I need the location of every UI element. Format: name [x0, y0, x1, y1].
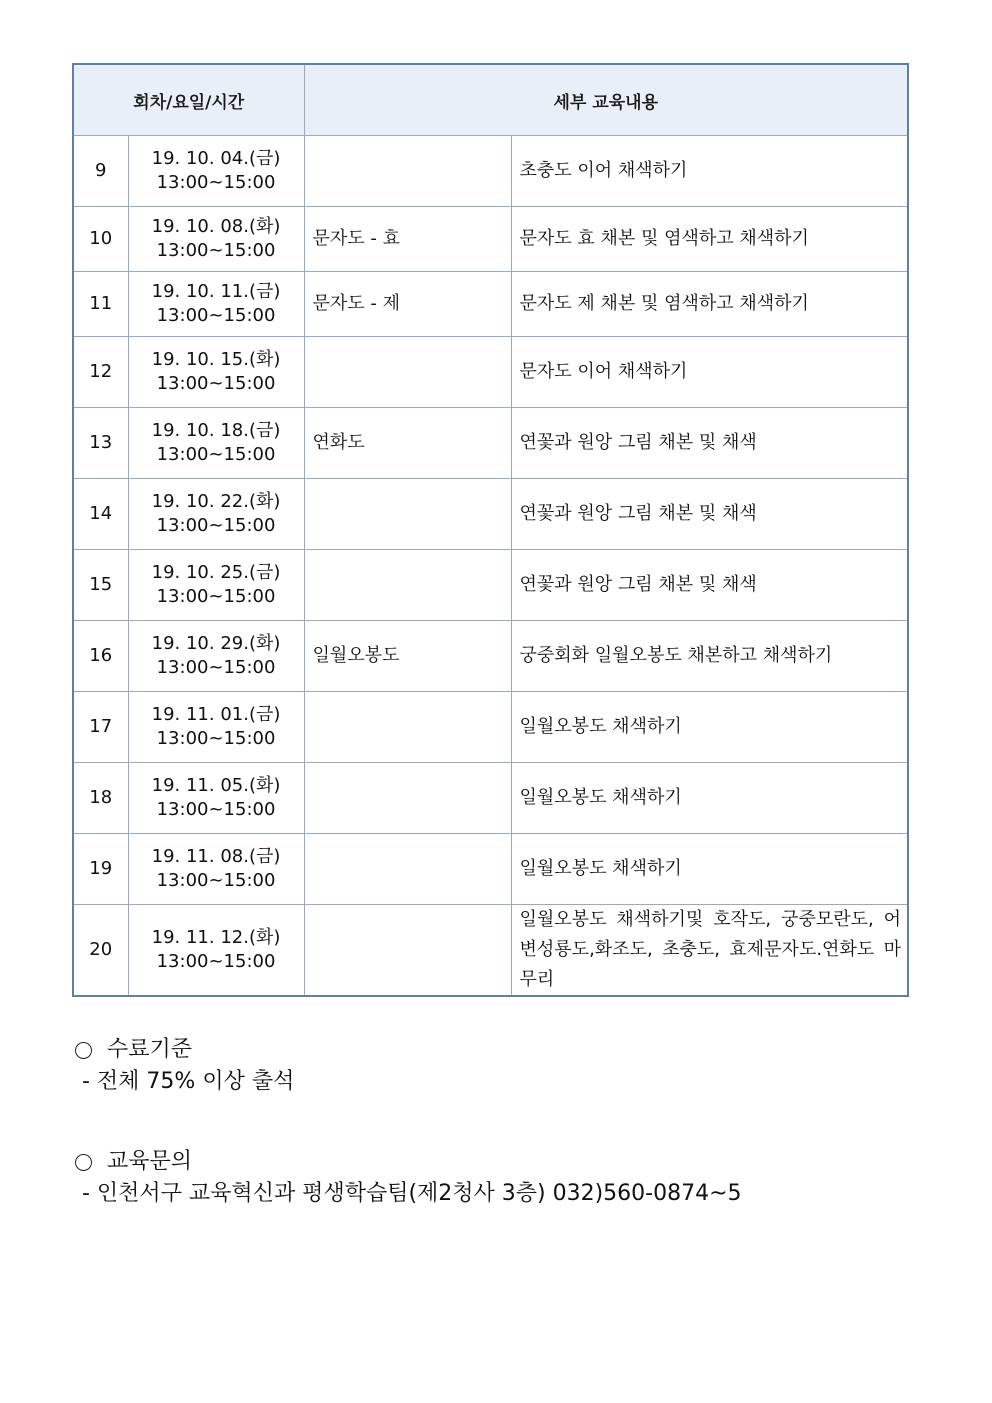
table-row — [73, 621, 908, 692]
session-number: 18 — [73, 763, 128, 834]
session-detail: 연꽃과 원앙 그림 채본 및 채색 — [511, 550, 908, 621]
session-number: 14 — [73, 479, 128, 550]
schedule-table — [72, 63, 909, 997]
session-datetime — [128, 692, 304, 763]
session-number: 16 — [73, 621, 128, 692]
session-datetime — [128, 905, 304, 997]
session-time: 13:00~15:00 — [156, 799, 276, 820]
session-date: 19. 10. 11.(금) — [151, 281, 281, 302]
session-date: 19. 10. 29.(화) — [151, 633, 281, 654]
header-course-detail: 세부 교육내용 — [304, 64, 908, 136]
session-topic — [304, 136, 511, 207]
table-row — [73, 763, 908, 834]
session-datetime — [128, 621, 304, 692]
session-topic — [304, 479, 511, 550]
session-time: 13:00~15:00 — [156, 373, 276, 394]
session-detail: 연꽃과 원앙 그림 채본 및 채색 — [511, 408, 908, 479]
session-detail: 궁중회화 일월오봉도 채본하고 채색하기 — [511, 621, 908, 692]
session-date: 19. 11. 01.(금) — [151, 704, 281, 725]
session-number: 11 — [73, 272, 128, 337]
table-header-row — [73, 64, 908, 136]
session-time: 13:00~15:00 — [156, 951, 276, 972]
circle-bullet-icon — [75, 1154, 92, 1171]
table-row — [73, 408, 908, 479]
session-time: 13:00~15:00 — [156, 305, 276, 326]
header-session-date-time: 회차/요일/시간 — [73, 64, 304, 136]
session-datetime — [128, 479, 304, 550]
session-time: 13:00~15:00 — [156, 586, 276, 607]
completion-heading-line — [72, 1034, 742, 1066]
table-row — [73, 207, 908, 272]
table-row — [73, 834, 908, 905]
session-datetime — [128, 834, 304, 905]
session-time: 13:00~15:00 — [156, 240, 276, 261]
session-date: 19. 10. 25.(금) — [151, 562, 281, 583]
table-row — [73, 272, 908, 337]
session-date: 19. 10. 22.(화) — [151, 491, 281, 512]
course-inquiry — [72, 1146, 742, 1210]
session-number: 20 — [73, 905, 128, 997]
session-time: 13:00~15:00 — [156, 444, 276, 465]
session-date: 19. 10. 18.(금) — [151, 420, 281, 441]
session-number: 12 — [73, 337, 128, 408]
session-topic — [304, 550, 511, 621]
session-number: 13 — [73, 408, 128, 479]
table-row — [73, 337, 908, 408]
session-date: 19. 10. 04.(금) — [151, 148, 281, 169]
session-number: 10 — [73, 207, 128, 272]
table-row — [73, 905, 908, 997]
session-topic: 일월오봉도 — [304, 621, 511, 692]
session-datetime — [128, 207, 304, 272]
session-number: 15 — [73, 550, 128, 621]
notes-section — [72, 1034, 742, 1258]
session-detail: 문자도 제 채본 및 염색하고 채색하기 — [511, 272, 908, 337]
inquiry-heading: 교육문의 — [107, 1149, 193, 1174]
table-row — [73, 692, 908, 763]
session-time: 13:00~15:00 — [156, 657, 276, 678]
session-datetime — [128, 408, 304, 479]
session-topic: 연화도 — [304, 408, 511, 479]
session-time: 13:00~15:00 — [156, 870, 276, 891]
session-datetime — [128, 550, 304, 621]
session-datetime — [128, 136, 304, 207]
session-number: 9 — [73, 136, 128, 207]
table-row — [73, 550, 908, 621]
inquiry-item: - 인천서구 교육혁신과 평생학습팀(제2청사 3층) 032)560-0874~5 — [82, 1181, 742, 1206]
completion-criteria — [72, 1034, 742, 1098]
table-row — [73, 479, 908, 550]
session-detail: 일월오봉도 채색하기 — [511, 692, 908, 763]
session-topic — [304, 763, 511, 834]
session-detail: 일월오봉도 채색하기및 호작도, 궁중모란도, 어변성룡도,화조도, 초충도, 효제문자도.연화도 마무리 — [511, 905, 908, 997]
session-detail: 일월오봉도 채색하기 — [511, 834, 908, 905]
session-time: 13:00~15:00 — [156, 172, 276, 193]
session-datetime — [128, 272, 304, 337]
session-detail: 연꽃과 원앙 그림 채본 및 채색 — [511, 479, 908, 550]
session-time: 13:00~15:00 — [156, 728, 276, 749]
session-topic — [304, 834, 511, 905]
session-datetime — [128, 763, 304, 834]
session-topic — [304, 337, 511, 408]
session-date: 19. 11. 05.(화) — [151, 775, 281, 796]
session-date: 19. 10. 08.(화) — [151, 216, 281, 237]
completion-item: - 전체 75% 이상 출석 — [82, 1069, 295, 1094]
session-topic: 문자도 - 효 — [304, 207, 511, 272]
session-time: 13:00~15:00 — [156, 515, 276, 536]
completion-heading: 수료기준 — [107, 1037, 193, 1062]
session-detail: 일월오봉도 채색하기 — [511, 763, 908, 834]
session-detail: 문자도 효 채본 및 염색하고 채색하기 — [511, 207, 908, 272]
inquiry-heading-line — [72, 1146, 742, 1178]
session-date: 19. 10. 15.(화) — [151, 349, 281, 370]
session-topic: 문자도 - 제 — [304, 272, 511, 337]
session-topic — [304, 905, 511, 997]
table-row — [73, 136, 908, 207]
session-number: 19 — [73, 834, 128, 905]
session-date: 19. 11. 12.(화) — [151, 927, 281, 948]
session-datetime — [128, 337, 304, 408]
session-topic — [304, 692, 511, 763]
circle-bullet-icon — [75, 1042, 92, 1059]
session-detail: 문자도 이어 채색하기 — [511, 337, 908, 408]
session-detail: 초충도 이어 채색하기 — [511, 136, 908, 207]
session-date: 19. 11. 08.(금) — [151, 846, 281, 867]
session-number: 17 — [73, 692, 128, 763]
